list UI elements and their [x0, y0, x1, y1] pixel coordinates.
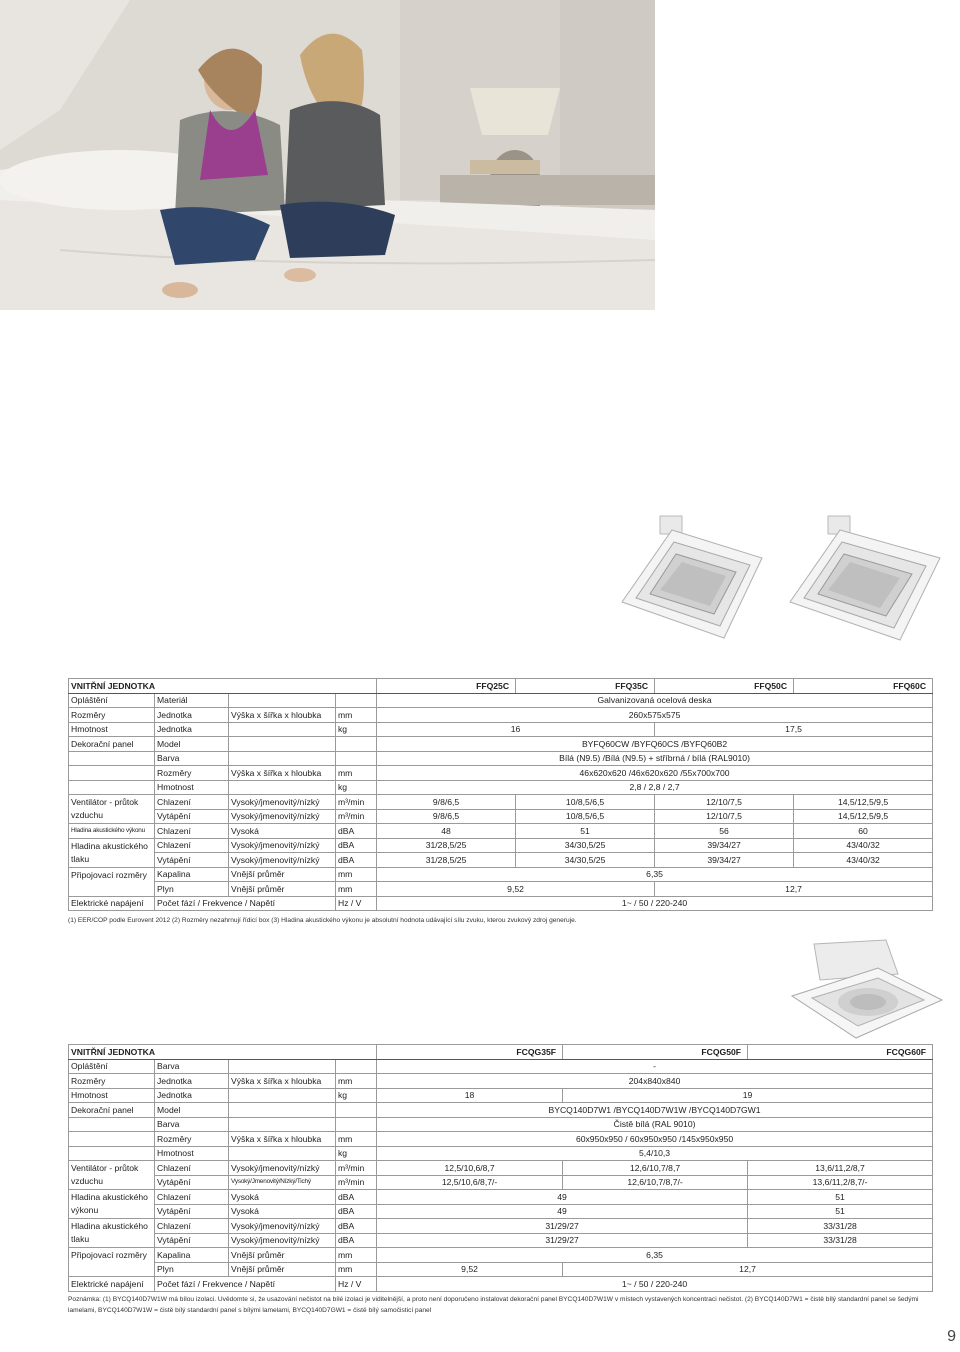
cell-value: 9/8/6,5: [377, 809, 516, 824]
row-group-label: Hladina akustického výkonu: [69, 1190, 155, 1219]
row-unit: dBA: [336, 838, 377, 853]
table-row: [69, 1088, 933, 1103]
cell-value: 260x575x575: [377, 708, 933, 723]
model-ffq50c: FFQ50C: [655, 679, 794, 694]
row-label: Jednotka: [155, 708, 229, 723]
table-row: [69, 737, 933, 752]
row-unit: dBA: [336, 1233, 377, 1248]
row-label: Materiál: [155, 693, 229, 708]
row-label: Vytápění: [155, 1175, 229, 1190]
cell-value: 12,5/10,6/8,7/-: [377, 1175, 563, 1190]
table-header-row: [69, 679, 933, 694]
row-param: Výška x šířka x hloubka: [229, 708, 336, 723]
cell-value: 12,6/10,7/8,7: [563, 1161, 748, 1176]
cell-value: Galvanizovaná ocelová deska: [377, 693, 933, 708]
row-group-label: Ventilátor - průtok vzduchu: [69, 1161, 155, 1190]
row-group-label: Opláštění: [69, 693, 155, 708]
cell-value: 49: [377, 1190, 748, 1205]
row-label: Hmotnost: [155, 780, 229, 795]
round-flow-cassette-image: [786, 938, 946, 1048]
table1-footnote: (1) EER/COP podle Eurovent 2012 (2) Rozměry nezahrnují řídicí box (3) Hladina akustického výkonu je absolutní hodnota udávající sílu zvuku, kterou zvukový zdroj generuje.: [68, 917, 577, 924]
cell-value: 6,35: [377, 867, 933, 882]
cell-value: 17,5: [655, 722, 933, 737]
cell-value: 60: [794, 824, 933, 839]
cassette-unit-image-left: [612, 510, 772, 650]
row-label: Chlazení: [155, 838, 229, 853]
row-group-label: Rozměry: [69, 1074, 155, 1089]
row-param: Vysoká: [229, 824, 336, 839]
row-unit: dBA: [336, 1219, 377, 1234]
cell-value: 5,4/10,3: [377, 1146, 933, 1161]
row-unit: mm: [336, 882, 377, 897]
row-param: Vysoký/jmenovitý/nízký: [229, 1233, 336, 1248]
table-row: [69, 896, 933, 911]
table-title: VNITŘNÍ JEDNOTKA: [69, 679, 377, 694]
cell-value: 9,52: [377, 882, 655, 897]
cell-value: 13,6/11,2/8,7/-: [748, 1175, 933, 1190]
cell-value: 33/31/28: [748, 1233, 933, 1248]
model-ffq35c: FFQ35C: [516, 679, 655, 694]
cell-value: 10/8,5/6,5: [516, 809, 655, 824]
row-group-label: Hmotnost: [69, 1088, 155, 1103]
row-group-label: Připojovací rozměry: [69, 1248, 155, 1277]
cell-value: 46x620x620 /46x620x620 /55x700x700: [377, 766, 933, 781]
page-number: 9: [947, 1328, 956, 1345]
model-ffq25c: FFQ25C: [377, 679, 516, 694]
row-unit: Hz / V: [336, 896, 377, 911]
row-label: Vytápění: [155, 809, 229, 824]
row-label: Barva: [155, 1117, 229, 1132]
row-unit: kg: [336, 722, 377, 737]
spec-table-ffq: [68, 678, 933, 911]
table-row: [69, 780, 933, 795]
cell-value: 2,8 / 2,8 / 2,7: [377, 780, 933, 795]
row-unit: kg: [336, 780, 377, 795]
cell-value: Čistě bílá (RAL 9010): [377, 1117, 933, 1132]
row-label: Chlazení: [155, 1219, 229, 1234]
row-group-label: Připojovací rozměry: [69, 867, 155, 896]
table-row: [69, 795, 933, 810]
cell-value: 34/30,5/25: [516, 838, 655, 853]
table-row: [69, 1204, 933, 1219]
row-label: Vytápění: [155, 1204, 229, 1219]
table-row: [69, 1059, 933, 1074]
cell-value: BYFQ60CW /BYFQ60CS /BYFQ60B2: [377, 737, 933, 752]
row-label: Model: [155, 737, 229, 752]
row-unit: m³/min: [336, 1161, 377, 1176]
table-row: [69, 1262, 933, 1277]
cell-value: 48: [377, 824, 516, 839]
table-row: [69, 766, 933, 781]
table2-footnote: Poznámka: (1) BYCQ140D7W1W má bílou izolaci. Uvědomte si, že usazování nečistot na bílé izolaci je viditelnější, a proto není doporučeno instalovat dekorační panel BYCQ140D7W1W v místech vystavených koncentraci nečistot. (2) BYCQ140D7W1 = čistě bílý standardní panel se šedými lamelami, BYCQ140D7W1W = čistě bílý standardní panel s bílými lamelami, BYCQ140D7GW1 = čistě bílý samočisticí panel: [68, 1296, 919, 1314]
row-label: Vytápění: [155, 853, 229, 868]
row-label: Chlazení: [155, 824, 229, 839]
cell-value: 39/34/27: [655, 838, 794, 853]
row-unit: mm: [336, 1262, 377, 1277]
table-row: [69, 882, 933, 897]
table-row: [69, 1161, 933, 1176]
model-ffq60c: FFQ60C: [794, 679, 933, 694]
cell-value: 14,5/12,5/9,5: [794, 795, 933, 810]
cell-value: BYCQ140D7W1 /BYCQ140D7W1W /BYCQ140D7GW1: [377, 1103, 933, 1118]
table-row: [69, 1233, 933, 1248]
row-unit: Hz / V: [336, 1277, 377, 1292]
cell-value: 51: [516, 824, 655, 839]
row-label: Barva: [155, 1059, 229, 1074]
cell-value: 13,6/11,2/8,7: [748, 1161, 933, 1176]
row-label: Vytápění: [155, 1233, 229, 1248]
cell-value: 31/28,5/25: [377, 838, 516, 853]
model-fcqg60f: FCQG60F: [748, 1045, 933, 1060]
row-param: Vysoký/jmenovitý/nízký: [229, 795, 336, 810]
table-row: [69, 708, 933, 723]
table-row: [69, 1146, 933, 1161]
row-param: Vysoký/jmenovitý/nízký: [229, 838, 336, 853]
row-label: Barva: [155, 751, 229, 766]
row-param: Výška x šířka x hloubka: [229, 1132, 336, 1147]
table-row: [69, 838, 933, 853]
row-unit: kg: [336, 1088, 377, 1103]
table-row: [69, 1175, 933, 1190]
table-header-row: [69, 1045, 933, 1060]
table-row: [69, 867, 933, 882]
cell-value: 204x840x840: [377, 1074, 933, 1089]
row-group-label: Hladina akustického výkonu: [69, 824, 155, 839]
cell-value: 12,5/10,6/8,7: [377, 1161, 563, 1176]
row-unit: kg: [336, 1146, 377, 1161]
table-row: [69, 1190, 933, 1205]
row-label: Jednotka: [155, 1088, 229, 1103]
row-param: Vnější průměr: [229, 1262, 336, 1277]
cell-value: 6,35: [377, 1248, 933, 1263]
table-row: [69, 1248, 933, 1263]
table-row: [69, 1103, 933, 1118]
cell-value: 33/31/28: [748, 1219, 933, 1234]
cell-value: 12,7: [655, 882, 933, 897]
row-unit: dBA: [336, 853, 377, 868]
row-group-label: Hmotnost: [69, 722, 155, 737]
table-row: [69, 809, 933, 824]
table-row: [69, 1117, 933, 1132]
row-param: Vnější průměr: [229, 1248, 336, 1263]
row-group-label: Elektrické napájení: [69, 896, 155, 911]
model-fcqg50f: FCQG50F: [563, 1045, 748, 1060]
row-group-label: Opláštění: [69, 1059, 155, 1074]
cell-value: 56: [655, 824, 794, 839]
row-label: Chlazení: [155, 795, 229, 810]
row-group-label: Elektrické napájení: [69, 1277, 155, 1292]
table-row: [69, 1219, 933, 1234]
row-group-label: Ventilátor - průtok vzduchu: [69, 795, 155, 824]
row-unit: mm: [336, 1248, 377, 1263]
row-label: Počet fází / Frekvence / Napětí: [155, 1277, 336, 1292]
row-unit: mm: [336, 708, 377, 723]
cell-value: 31/29/27: [377, 1233, 748, 1248]
row-label: Kapalina: [155, 1248, 229, 1263]
cell-value: 1~ / 50 / 220-240: [377, 1277, 933, 1292]
row-label: Plyn: [155, 1262, 229, 1277]
row-param: Vysoký/jmenovitý/nízký: [229, 1161, 336, 1176]
cell-value: 43/40/32: [794, 853, 933, 868]
row-label: Rozměry: [155, 766, 229, 781]
cell-value: 51: [748, 1190, 933, 1205]
row-group-label: Dekorační panel: [69, 737, 155, 752]
row-unit: m³/min: [336, 809, 377, 824]
table-row: [69, 1074, 933, 1089]
row-label: Plyn: [155, 882, 229, 897]
row-group-label: Rozměry: [69, 708, 155, 723]
table-row: [69, 693, 933, 708]
cell-value: 9/8/6,5: [377, 795, 516, 810]
row-param: Vysoká: [229, 1204, 336, 1219]
row-label: Chlazení: [155, 1161, 229, 1176]
cell-value: 43/40/32: [794, 838, 933, 853]
row-group-label: Hladina akustického tlaku: [69, 1219, 155, 1248]
row-param: Výška x šířka x hloubka: [229, 766, 336, 781]
row-unit: dBA: [336, 824, 377, 839]
cell-value: 18: [377, 1088, 563, 1103]
table-row: [69, 824, 933, 839]
row-unit: mm: [336, 1132, 377, 1147]
cell-value: 19: [563, 1088, 933, 1103]
row-group-label: Hladina akustického tlaku: [69, 838, 155, 867]
cell-value: -: [377, 1059, 933, 1074]
row-label: Rozměry: [155, 1132, 229, 1147]
table-title: VNITŘNÍ JEDNOTKA: [69, 1045, 377, 1060]
row-unit: m³/min: [336, 795, 377, 810]
row-unit: dBA: [336, 1204, 377, 1219]
table-row: [69, 1132, 933, 1147]
cell-value: 9,52: [377, 1262, 563, 1277]
row-label: Kapalina: [155, 867, 229, 882]
cell-value: 60x950x950 / 60x950x950 /145x950x950: [377, 1132, 933, 1147]
cell-value: 12/10/7,5: [655, 795, 794, 810]
spec-table-fcqg: [68, 1044, 933, 1292]
row-param: Vysoký/jmenovitý/nízký: [229, 809, 336, 824]
row-label: Jednotka: [155, 722, 229, 737]
lifestyle-photo: [0, 0, 655, 310]
row-param: Vnější průměr: [229, 882, 336, 897]
cell-value: 31/28,5/25: [377, 853, 516, 868]
row-label: Jednotka: [155, 1074, 229, 1089]
row-param: Vysoký/Jmenovitý/Nízký/Tichý: [229, 1175, 336, 1190]
table-row: [69, 1277, 933, 1292]
row-unit: dBA: [336, 1190, 377, 1205]
row-label: Hmotnost: [155, 1146, 229, 1161]
table-row: [69, 751, 933, 766]
row-unit: m³/min: [336, 1175, 377, 1190]
cell-value: 10/8,5/6,5: [516, 795, 655, 810]
cell-value: 12/10/7,5: [655, 809, 794, 824]
table-row: [69, 722, 933, 737]
cassette-unit-image-right: [780, 510, 950, 650]
row-label: Model: [155, 1103, 229, 1118]
cell-value: 34/30,5/25: [516, 853, 655, 868]
cell-value: 12,6/10,7/8,7/-: [563, 1175, 748, 1190]
cell-value: 12,7: [563, 1262, 933, 1277]
row-param: Vnější průměr: [229, 867, 336, 882]
row-group-label: Dekorační panel: [69, 1103, 155, 1118]
row-param: Výška x šířka x hloubka: [229, 1074, 336, 1089]
row-param: Vysoký/jmenovitý/nízký: [229, 1219, 336, 1234]
row-unit: mm: [336, 766, 377, 781]
cell-value: 1~ / 50 / 220-240: [377, 896, 933, 911]
model-fcqg35f: FCQG35F: [377, 1045, 563, 1060]
cell-value: 16: [377, 722, 655, 737]
row-label: Počet fází / Frekvence / Napětí: [155, 896, 336, 911]
cell-value: 39/34/27: [655, 853, 794, 868]
row-label: Chlazení: [155, 1190, 229, 1205]
cell-value: 51: [748, 1204, 933, 1219]
row-unit: mm: [336, 867, 377, 882]
row-unit: mm: [336, 1074, 377, 1089]
row-param: Vysoký/jmenovitý/nízký: [229, 853, 336, 868]
cell-value: 14,5/12,5/9,5: [794, 809, 933, 824]
row-param: Vysoká: [229, 1190, 336, 1205]
table-row: [69, 853, 933, 868]
cell-value: Bílá (N9.5) /Bílá (N9.5) + stříbrná / bílá (RAL9010): [377, 751, 933, 766]
cell-value: 49: [377, 1204, 748, 1219]
cell-value: 31/29/27: [377, 1219, 748, 1234]
